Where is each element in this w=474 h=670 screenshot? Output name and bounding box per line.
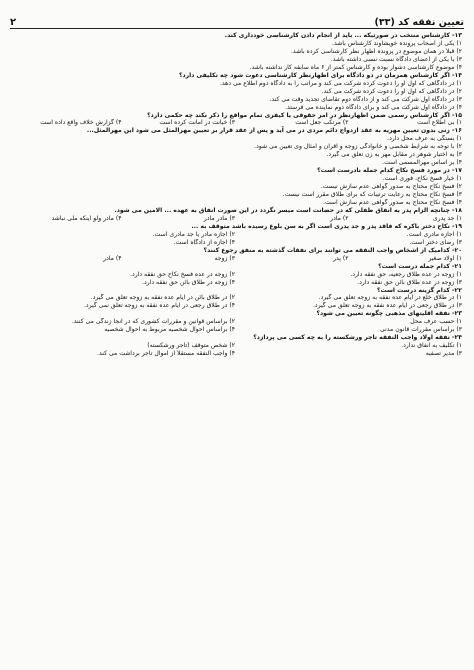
answer-option: ۱) جد پدری [432,214,462,222]
answer-option: ۲) مرتکب جعل است [295,119,349,127]
question-block [12,127,462,167]
question-text: ۱۶- زنی بدون تعیین مهریه به عقد ازدواج دائم مردی در می آید و پس از عقد قرار بر تعیین مهرالمثل می شود این مهرالمثل... [86,127,462,135]
answer-option: ۴) واجب النفقه مستقلاً از اموال تاجر برداشت می کند. [97,350,235,358]
question-text: ۲۱- کدام جمله درست است؟ [378,262,462,270]
answer-option: ۴) مادر [103,254,122,262]
question-block [12,207,462,223]
question-block [12,247,462,263]
answer-option: ۱) حسب عرف محل [410,318,462,326]
option-row [12,215,462,223]
answer-option: ۳) زوجه در عده طلاق بائن حق نفقه دارد. [357,278,462,286]
answer-option: ۱) اولاد صغیر [428,254,462,262]
answer-option: ۲) در دادگاهی که اول او را دعوت کرده شرکت می کند. [321,87,462,95]
answer-option: ۱) یکی از اصحاب پرونده خویشاوند کارشناس باشد. [332,39,462,47]
question-text: ۱۴- اگر کارشناس همزمان در دو دادگاه برای اظهارنظر کارشناسی دعوت شود چه تکلیفی دارد؟ [179,71,462,79]
answer-option: ۱) در دادگاهی که اول او را دعوت کرده شرکت می کند و مراتب را به دادگاه دوم اطلاع می دهد. [219,79,462,87]
answer-option: ۲) پدر [333,254,349,262]
question-text: ۱۳- کارشناس منتخب در صورتیکه ... باید از انجام دادن کارشناسی خودداری کند. [224,32,462,39]
answer-option: ۲) شخص متوقف (تاجر ورشکسته) [147,342,235,350]
question-text: ۲۴- نفقه اولاد واجب النفقه تاجر ورشکسته را به چه کسی می پردازد؟ [253,334,462,342]
answer-option: ۳) با یکی از اعضای دادگاه نسبت نسبی داشته باشد. [330,55,462,63]
answer-option: ۴) براساس احوال شخصیه مربوط به احوال شخصیه [104,326,235,334]
answer-option: ۴) بر اساس مهرالمسمی است. [382,159,462,167]
option-row [12,151,462,159]
option-row [12,318,462,326]
option-row [12,191,462,199]
answer-option: ۴) در دادگاه اول شرکت می کند و برای دادگاه دوم نماینده می فرستد. [285,103,462,111]
question-block [12,167,462,207]
page-number: ۲ [10,17,17,28]
question-text: ۱۸- چنانچه الزام پدر به انفاق طفلی که در حضانت است میسر نگردد در این صورت انفاق به عهده ... الامین می شود. [114,206,462,214]
option-row [12,279,462,287]
answer-option: ۱) تکلیف به انفاق ندارد. [401,342,462,350]
option-row [12,294,462,302]
option-row [12,175,462,183]
page-header [10,8,464,29]
answer-option: ۳) در دادگاه اول شرکت می کند و از دادگاه دوم تقاضای تجدید وقت می کند. [269,95,462,103]
option-row [12,255,462,263]
option-row [12,104,462,112]
question-block [12,223,462,247]
option-row [12,143,462,151]
answer-option: ۴) موضوع کارشناسی دشوار بوده و کارشناس کمتر از ۶ ماه سابقه کار نداشته باشد. [249,63,462,71]
option-row [12,80,462,88]
option-row [12,231,462,239]
answer-option: ۳) رضای دختر است. [409,238,462,246]
answer-option: ۴) اجازه از دادگاه است. [173,238,235,246]
option-row [12,239,462,247]
question-text: ۲۰- کدامیک از اشخاص واجب النفقه می توانند برای نفقات گذشته به منفق رجوع کنند؟ [203,246,462,254]
answer-option: ۴) فسخ نکاح محتاج به صدور گواهی عدم سازش است. [323,199,462,207]
answer-option: ۲) با توجه به شرایط شخصی و خانوادگی زوجه و اقران و امثال وی تعیین می شود. [254,143,462,151]
answer-option: ۳) فسخ نکاح محتاج به رعایت ترتیبات که برای طلاق مقرر است نیست. [282,191,462,199]
option-row [12,56,462,64]
option-row [12,183,462,191]
question-block [12,32,462,72]
answer-option: ۲) براساس قوانین و مقررات کشوری که در آنجا زندگی می کنند. [71,318,235,326]
answer-option: ۳) مادر مادر [203,214,235,222]
question-text: ۱۷- در مورد فسخ نکاح کدام جمله نادرست است؟ [317,167,462,175]
option-row [12,96,462,104]
answer-option: ۲) قبلاً در همان موضوع در پرونده اظهار نظر کارشناسی کرده باشد. [290,47,462,55]
questions-list [12,32,462,646]
option-row [12,88,462,96]
option-row [12,350,462,358]
option-row [12,159,462,167]
answer-option: ۳) خیانت در امانت کرده است [159,119,235,127]
option-row [12,40,462,48]
question-block [12,72,462,112]
answer-option: ۲) مادر [330,214,349,222]
answer-option: ۲) زوجه در عده فسخ نکاح حق نفقه دارد. [130,270,235,278]
question-block [12,263,462,287]
answer-option: ۳) مدیر تصفیه [425,350,462,358]
option-row [12,135,462,143]
option-row [12,342,462,350]
question-text: ۲۳- نفقه اقلیتهای مذهبی چگونه تعیین می شود؟ [316,310,462,318]
answer-option: ۲) در طلاق بائن در ایام عده نفقه به زوجه تعلق می گیرد. [90,294,235,302]
question-block [12,310,462,334]
question-block [12,287,462,311]
answer-option: ۱) اجازه مادری است. [406,230,462,238]
answer-option: ۴) گزارش خلاف واقع داده است [40,119,122,127]
answer-option: ۲) اجازه مادر یا جد مادری است. [152,230,235,238]
answer-option: ۴) در طلاق رجعی در ایام عده نفقه به زوجه تعلق نمی گیرد. [83,302,235,310]
question-text: ۱۵- اگر کارشناس رسمی ضمن اظهارنظر در امر حقوقی یا کیفری تمام مواقع را ذکر نکند چه حکمی دارد؟ [147,111,462,119]
answer-option: ۲) فسخ نکاح محتاج به صدور گواهی عدم سازش نیست. [320,183,462,191]
answer-option: ۴) مادر ولو اینکه ملی نباشد [51,214,122,222]
answer-option: ۴) زوجه در طلاق بائن حق نفقه دارد. [142,278,235,286]
answer-option: ۳) براساس مقررات قانون مدنی [380,326,462,334]
answer-option: ۱) بستگی به عرف محل دارد. [387,135,462,143]
option-row [12,199,462,207]
answer-option: ۱) در طلاق خلع در ایام عده نفقه به زوجه تعلق می گیرد. [318,294,462,302]
answer-option: ۱) زوجه در عده طلاق رجعیه، حق نفقه دارد. [350,270,462,278]
answer-option: ۱) خیار فسخ نکاح، فوری است. [382,175,462,183]
option-row [12,48,462,56]
answer-option: ۳) در طلاق رجعی در ایام عده نفقه به زوجه تعلق می گیرد. [312,302,462,310]
option-row [12,271,462,279]
question-block [12,334,462,358]
answer-option: ۳) زوجه [214,254,235,262]
question-block [12,112,462,128]
option-row [12,326,462,334]
answer-option: ۳) به اختیار شوهر در مقابل مهر به زن تعلق می گیرد. [326,151,462,159]
question-text: ۱۹- نکاح دختر باکره که فاقد پدر و جد پدری است اگر به سن بلوغ رسیده باشد متوقف به ... [191,222,462,230]
page-title: تعیین نفقه کد (۳۳) [374,17,464,28]
answer-option: ۱) بی اطلاع است [417,119,462,127]
question-text: ۲۲- کدام گزینه درست است؟ [376,286,462,294]
option-row [12,64,462,72]
